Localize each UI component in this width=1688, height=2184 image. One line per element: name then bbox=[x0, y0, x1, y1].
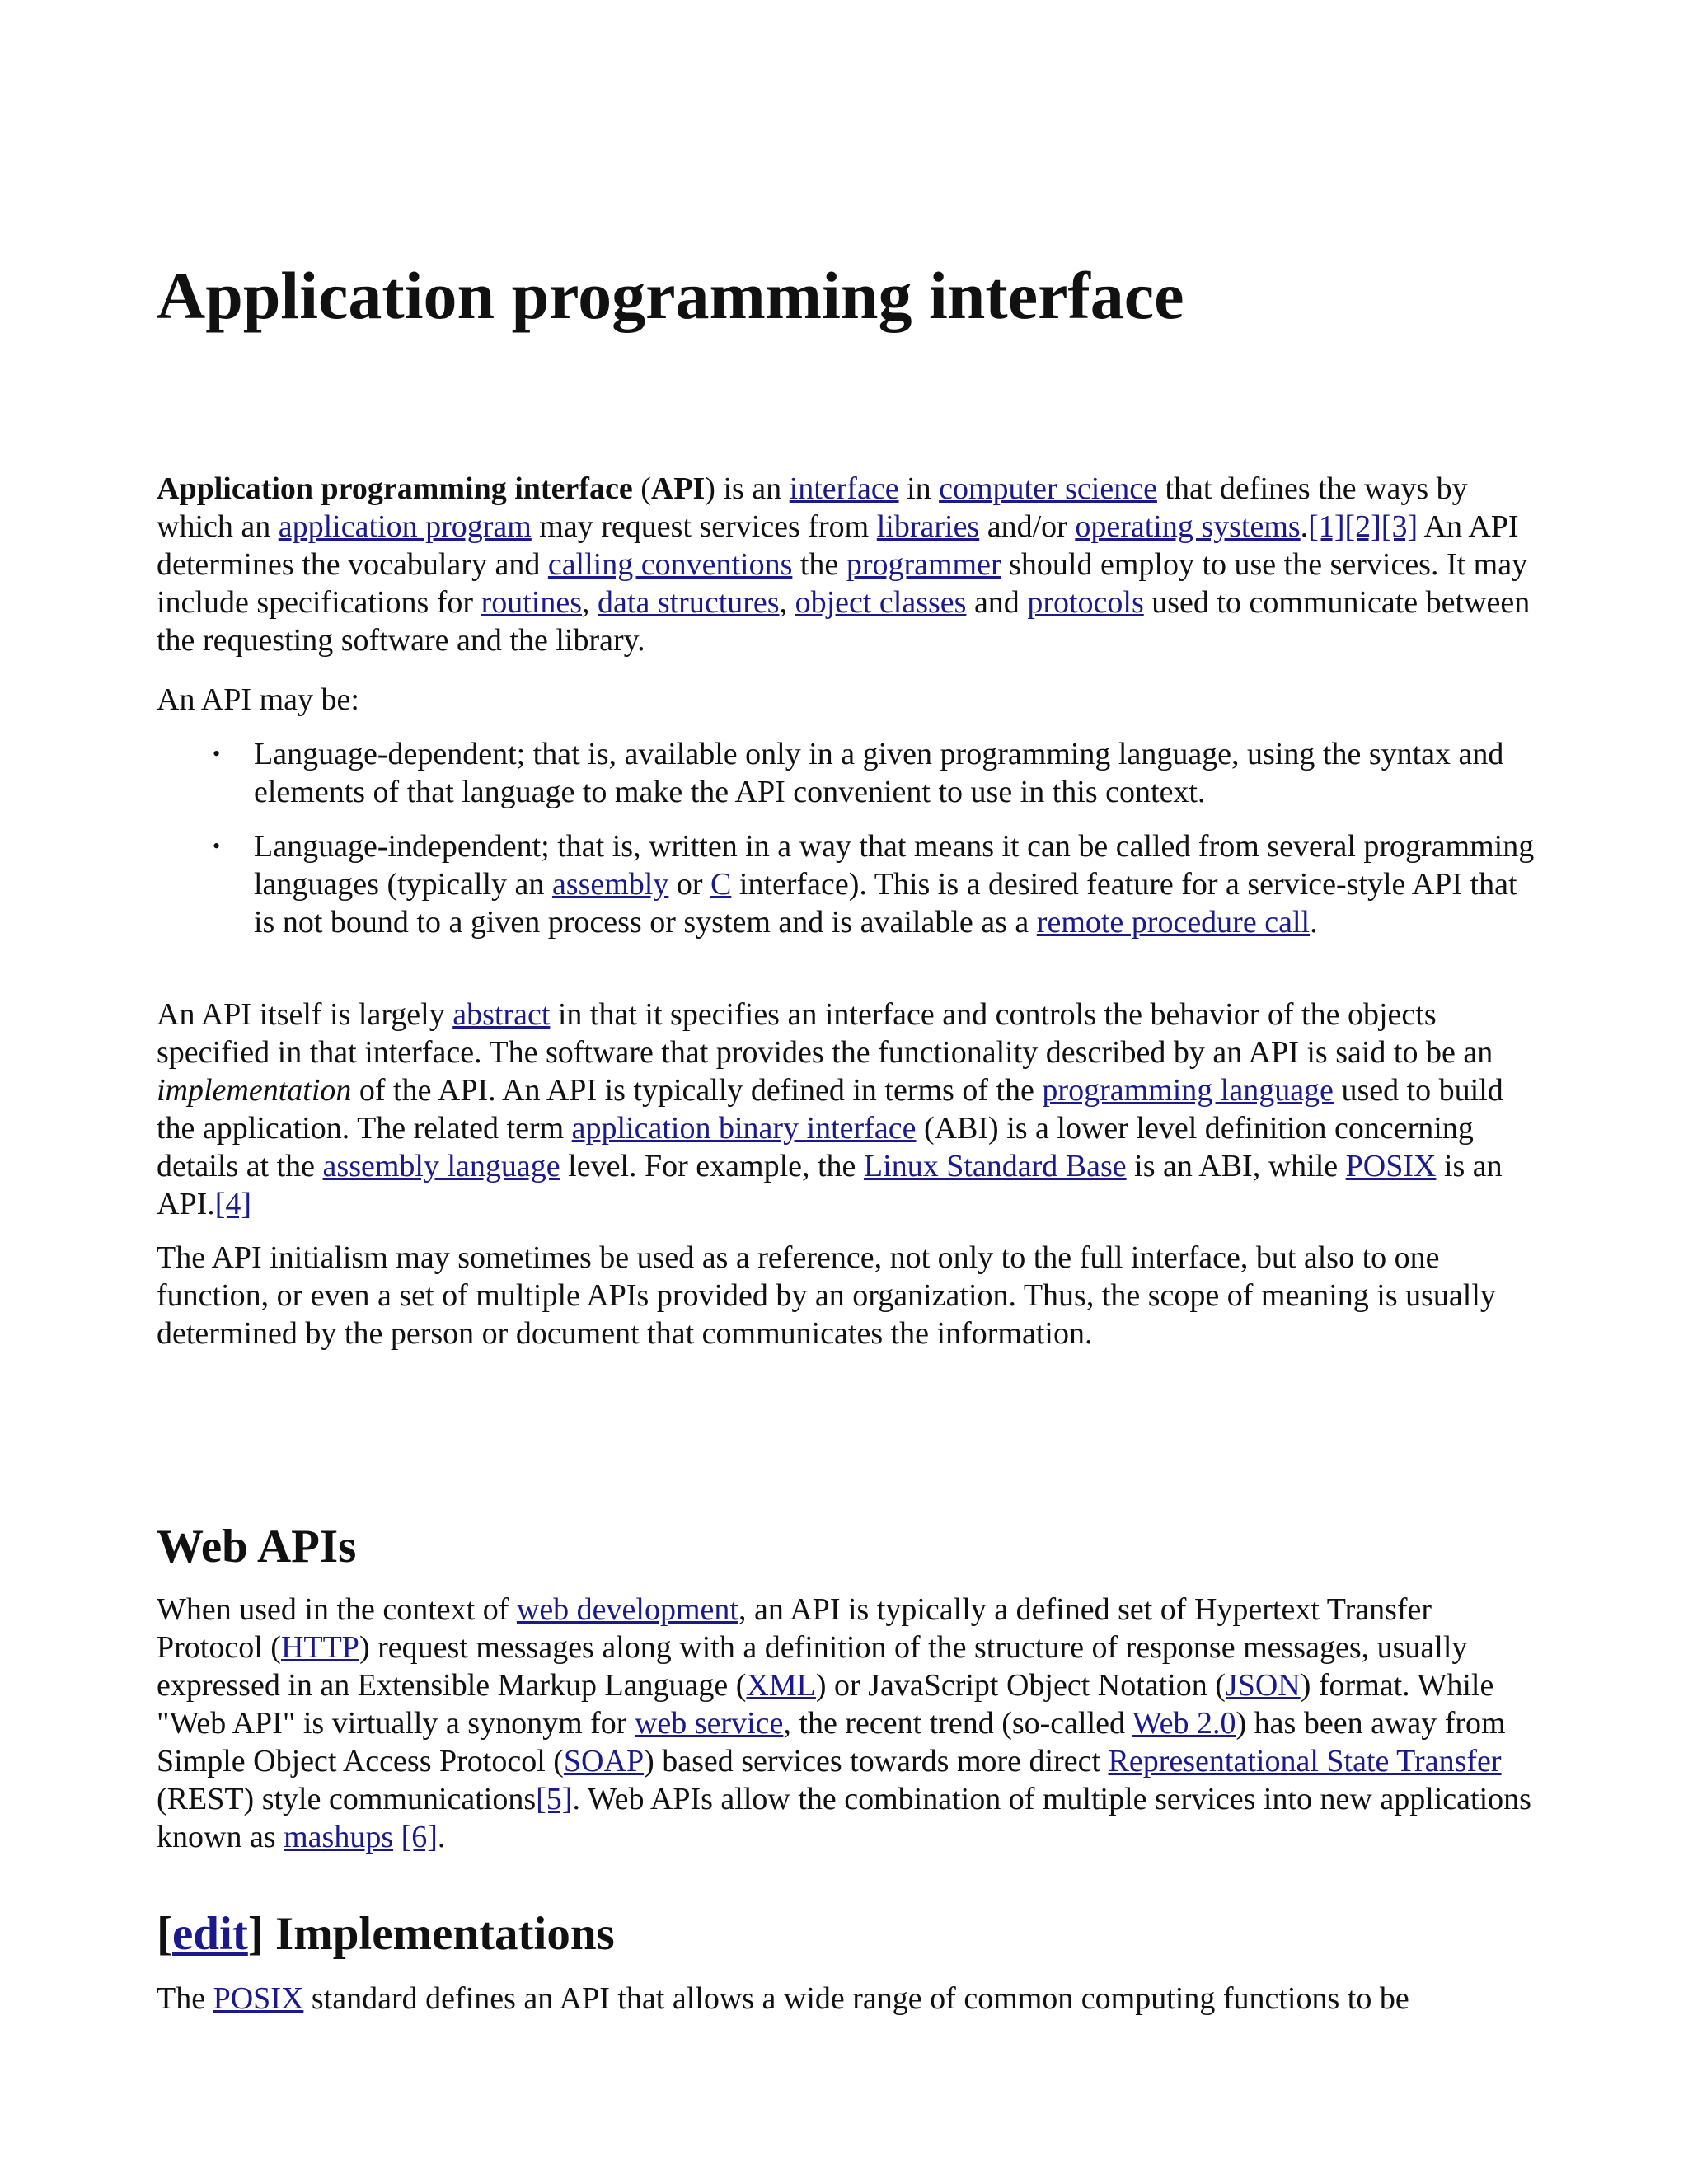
link-posix[interactable]: POSIX bbox=[213, 1981, 304, 2016]
initialism-paragraph: The API initialism may sometimes be used as a reference, not only to the full interface, but also to one function, or even a set of multiple APIs provided by an organization. Thus, the scope of meaning is usually determined by the person or document that communicates the information. bbox=[157, 1240, 1496, 1351]
text-span: may request services from bbox=[531, 509, 877, 544]
text-span: , bbox=[582, 585, 598, 620]
abstract-paragraph bbox=[157, 996, 1541, 1223]
text-span: ) format. While "Web API" is virtually a synonym for bbox=[157, 1668, 1494, 1741]
text-span: . bbox=[1310, 905, 1318, 940]
text-span: and/or bbox=[979, 509, 1076, 544]
text-span: The bbox=[157, 1981, 213, 2016]
text-span: ) based services towards more direct bbox=[644, 1744, 1109, 1779]
edit-link[interactable]: edit bbox=[171, 1908, 248, 1960]
link-assembly-language[interactable]: assembly language bbox=[322, 1149, 560, 1183]
link-web-development[interactable]: web development bbox=[516, 1592, 738, 1627]
link-xml[interactable]: XML bbox=[746, 1668, 816, 1703]
ref-5[interactable]: [5] bbox=[536, 1782, 573, 1816]
bracket: ] bbox=[247, 1908, 264, 1960]
link-routines[interactable]: routines bbox=[481, 585, 583, 620]
link-mashups[interactable]: mashups bbox=[284, 1820, 394, 1854]
text-span: in bbox=[898, 471, 940, 506]
link-assembly[interactable]: assembly bbox=[551, 867, 669, 902]
em-implementation: implementation bbox=[157, 1073, 352, 1108]
link-object-classes[interactable]: object classes bbox=[795, 585, 967, 620]
link-programming-language[interactable]: programming language bbox=[1042, 1073, 1334, 1108]
intro-paragraph bbox=[157, 470, 1541, 659]
text-span: (REST) style communications bbox=[157, 1782, 537, 1816]
text-span: that defines the ways by which an bbox=[157, 471, 1468, 544]
link-application-program[interactable]: application program bbox=[278, 509, 532, 544]
text-span: or bbox=[668, 867, 711, 902]
text-span: , an API is typically a defined set of Hypertext Transfer Protocol ( bbox=[157, 1592, 1432, 1665]
link-soap[interactable]: SOAP bbox=[563, 1744, 645, 1779]
link-libraries[interactable]: libraries bbox=[876, 509, 980, 544]
list-item bbox=[157, 735, 1540, 811]
text-span: ) request messages along with a definition of the structure of response messages, usually expressed in an Extensible Markup Language ( bbox=[157, 1630, 1468, 1703]
text-span: ) or JavaScript Object Notation ( bbox=[815, 1668, 1226, 1703]
bold-abbr: API bbox=[650, 471, 706, 506]
link-abstract[interactable]: abstract bbox=[452, 997, 551, 1032]
ref-2[interactable]: [2] bbox=[1344, 509, 1381, 544]
section-heading-implementations bbox=[157, 1908, 615, 1960]
text-span: should employ to use the services. It may include specifications for bbox=[157, 547, 1528, 620]
implementations-paragraph bbox=[157, 1980, 1541, 2018]
text-span: , bbox=[779, 585, 795, 620]
link-c[interactable]: C bbox=[710, 867, 732, 902]
may-be-paragraph: An API may be: bbox=[157, 682, 359, 717]
text-span: level. For example, the bbox=[560, 1149, 864, 1183]
api-kinds-list bbox=[157, 735, 1541, 941]
text-span: standard defines an API that allows a wide range of common computing functions to be bbox=[303, 1981, 1409, 2016]
heading-text: Implementations bbox=[263, 1908, 615, 1960]
text-span: is an API. bbox=[157, 1149, 1503, 1221]
text-span: . bbox=[1300, 509, 1309, 544]
bullet-glyph: • bbox=[213, 742, 221, 766]
link-linux-standard-base[interactable]: Linux Standard Base bbox=[863, 1149, 1127, 1183]
ref-3[interactable]: [3] bbox=[1381, 509, 1418, 544]
text-span: the bbox=[792, 547, 846, 582]
ref-1[interactable]: [1] bbox=[1308, 509, 1345, 544]
ref-6[interactable]: [6] bbox=[401, 1820, 438, 1854]
section-heading-web-apis: Web APIs bbox=[157, 1521, 357, 1572]
link-data-structures[interactable]: data structures bbox=[598, 585, 780, 620]
link-operating-systems[interactable]: operating systems bbox=[1075, 509, 1301, 544]
text-span: in that it specifies an interface and controls the behavior of the objects specified in that interface. The software that provides the functionality described by an API is said to be an bbox=[157, 997, 1493, 1070]
text-span: and bbox=[966, 585, 1028, 620]
link-programmer[interactable]: programmer bbox=[846, 547, 1001, 582]
text-span: When used in the context of bbox=[157, 1592, 517, 1627]
text-span: . bbox=[437, 1820, 446, 1854]
link-abi[interactable]: application binary interface bbox=[571, 1111, 917, 1146]
bracket: [ bbox=[157, 1908, 172, 1960]
text-span: ) is an bbox=[705, 471, 790, 506]
text-span: ( bbox=[632, 471, 651, 506]
text-span: of the API. An API is typically defined in terms of the bbox=[351, 1073, 1043, 1108]
list-item bbox=[157, 827, 1540, 941]
text-span: interface). This is a desired feature for a service-style API that is not bound to a given process or system and is available as a bbox=[254, 867, 1517, 940]
text-span: , the recent trend (so-called bbox=[783, 1706, 1132, 1741]
text-span: An API itself is largely bbox=[157, 997, 453, 1032]
link-posix[interactable]: POSIX bbox=[1345, 1149, 1437, 1183]
link-web-service[interactable]: web service bbox=[634, 1706, 784, 1741]
text-span: Language-independent; that is, written in a way that means it can be called from several programming languages (typically an bbox=[254, 829, 1535, 902]
text-span: used to communicate between the requesting software and the library. bbox=[157, 585, 1531, 658]
text-span: An API determines the vocabulary and bbox=[157, 509, 1519, 582]
list-item-text: Language-dependent; that is, available only in a given programming language, using the syntax and elements of that language to make the API convenient to use in this context. bbox=[254, 737, 1504, 809]
link-calling-conventions[interactable]: calling conventions bbox=[547, 547, 793, 582]
link-remote-procedure-call[interactable]: remote procedure call bbox=[1036, 905, 1311, 940]
web-apis-paragraph bbox=[157, 1591, 1541, 1856]
link-web-2-0[interactable]: Web 2.0 bbox=[1132, 1706, 1236, 1741]
text-span: ) has been away from Simple Object Access Protocol ( bbox=[157, 1706, 1506, 1779]
link-interface[interactable]: interface bbox=[789, 471, 899, 506]
text-span: . Web APIs allow the combination of multiple services into new applications known as bbox=[157, 1782, 1531, 1854]
link-json[interactable]: JSON bbox=[1225, 1668, 1301, 1703]
ref-4[interactable]: [4] bbox=[214, 1187, 252, 1221]
link-computer-science[interactable]: computer science bbox=[939, 471, 1157, 506]
link-protocols[interactable]: protocols bbox=[1027, 585, 1144, 620]
text-span: is an ABI, while bbox=[1126, 1149, 1346, 1183]
link-http[interactable]: HTTP bbox=[280, 1630, 359, 1665]
bold-term: Application programming interface bbox=[157, 471, 633, 506]
text-span bbox=[393, 1820, 401, 1854]
link-rest[interactable]: Representational State Transfer bbox=[1108, 1744, 1502, 1779]
text-span: (ABI) is a lower level definition concerning details at the bbox=[157, 1111, 1474, 1183]
text-span: used to build the application. The related term bbox=[157, 1073, 1503, 1146]
page-title: Application programming interface bbox=[157, 258, 1184, 333]
bullet-glyph: • bbox=[213, 834, 221, 858]
